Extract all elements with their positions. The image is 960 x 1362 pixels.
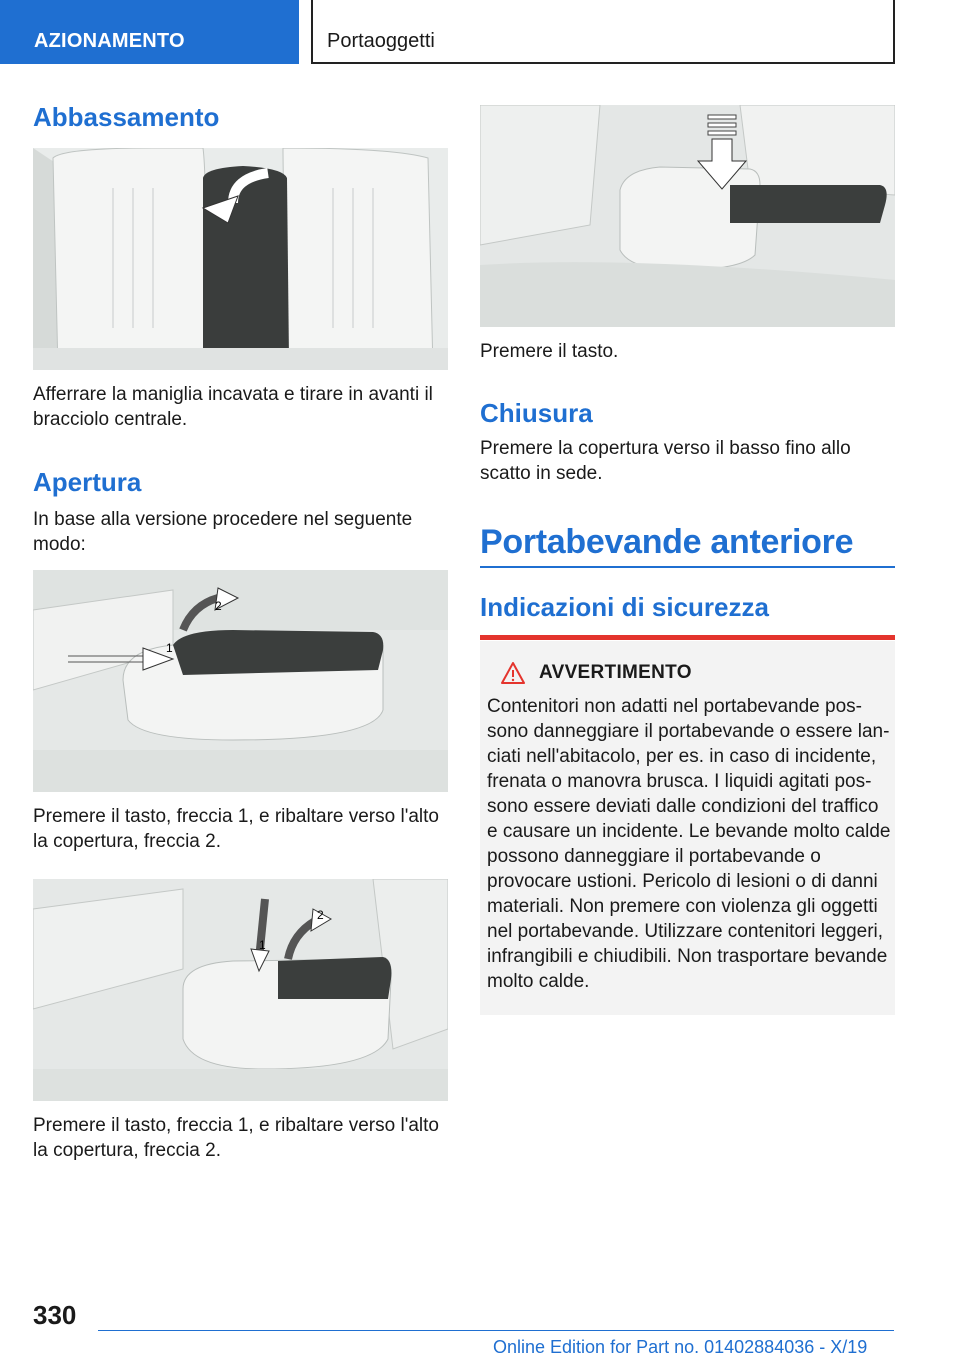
text-chiusura: Premere la copertura verso il basso fino allo scatto in sede. [480, 438, 851, 484]
chapter-title-box [311, 0, 895, 64]
figure-opening-armrest-1 [33, 570, 448, 792]
warning-title: AVVERTIMENTO [539, 662, 692, 683]
chapter-title: Portaoggetti [327, 30, 435, 52]
heading-sicurezza: Indicazioni di sicurezza [480, 592, 769, 622]
footer-rule [98, 1330, 894, 1331]
warning-text: Contenitori non adatti nel portabevande possono danneggiare il portabevande o essere lanciati nell'abitacolo, per es. in caso di incidente, frenata o manovra brusca. I liquidi agitati possono essere deviati dalle condizioni del traffico e causare un incidente. Le bevande molto calde possono danneggiare il portabevande o provocare ustioni. Pericolo di lesioni o di danni materiali. Non premere con violenza gli oggetti nel portabevande. Utilizzare contenitori leggeri, infrangibili e chiudibili. Non trasportare bevande molto calde. [487, 696, 891, 992]
heading-portabevande: Portabevande anteriore [480, 523, 854, 561]
caption-premere: Premere il tasto. [480, 341, 619, 362]
heading-apertura: Apertura [33, 467, 142, 497]
footer-edition: Online Edition for Part no. 01402884036 - X/19 [493, 1337, 868, 1357]
divider-main [480, 566, 895, 568]
text-abbassamento: Afferrare la maniglia incavata e tirare in avanti il bracciolo centrale. [33, 384, 433, 430]
fig1-label-2: 2 [215, 599, 222, 613]
figure-pressing-button [480, 105, 895, 327]
warning-rule [480, 635, 895, 640]
figure-opening-armrest-2 [33, 879, 448, 1101]
section-tab: AZIONAMENTO [0, 0, 299, 64]
caption-apertura-2: Premere il tasto, freccia 1, e ribaltare verso l'alto la copertura, freccia 2. [33, 1115, 439, 1161]
warning-box [480, 641, 895, 1015]
figure-lowering-armrest [33, 148, 448, 370]
heading-chiusura: Chiusura [480, 398, 593, 428]
page-number: 330 [33, 1300, 77, 1330]
fig2-label-1: 1 [259, 938, 266, 952]
heading-abbassamento: Abbassamento [33, 102, 220, 132]
warning-triangle-icon [500, 661, 526, 685]
fig1-label-1: 1 [166, 641, 173, 655]
caption-apertura-1: Premere il tasto, freccia 1, e ribaltare verso l'alto la copertura, freccia 2. [33, 806, 439, 852]
fig2-label-2: 2 [317, 908, 324, 922]
text-apertura: In base alla versione procedere nel seguente modo: [33, 509, 413, 555]
